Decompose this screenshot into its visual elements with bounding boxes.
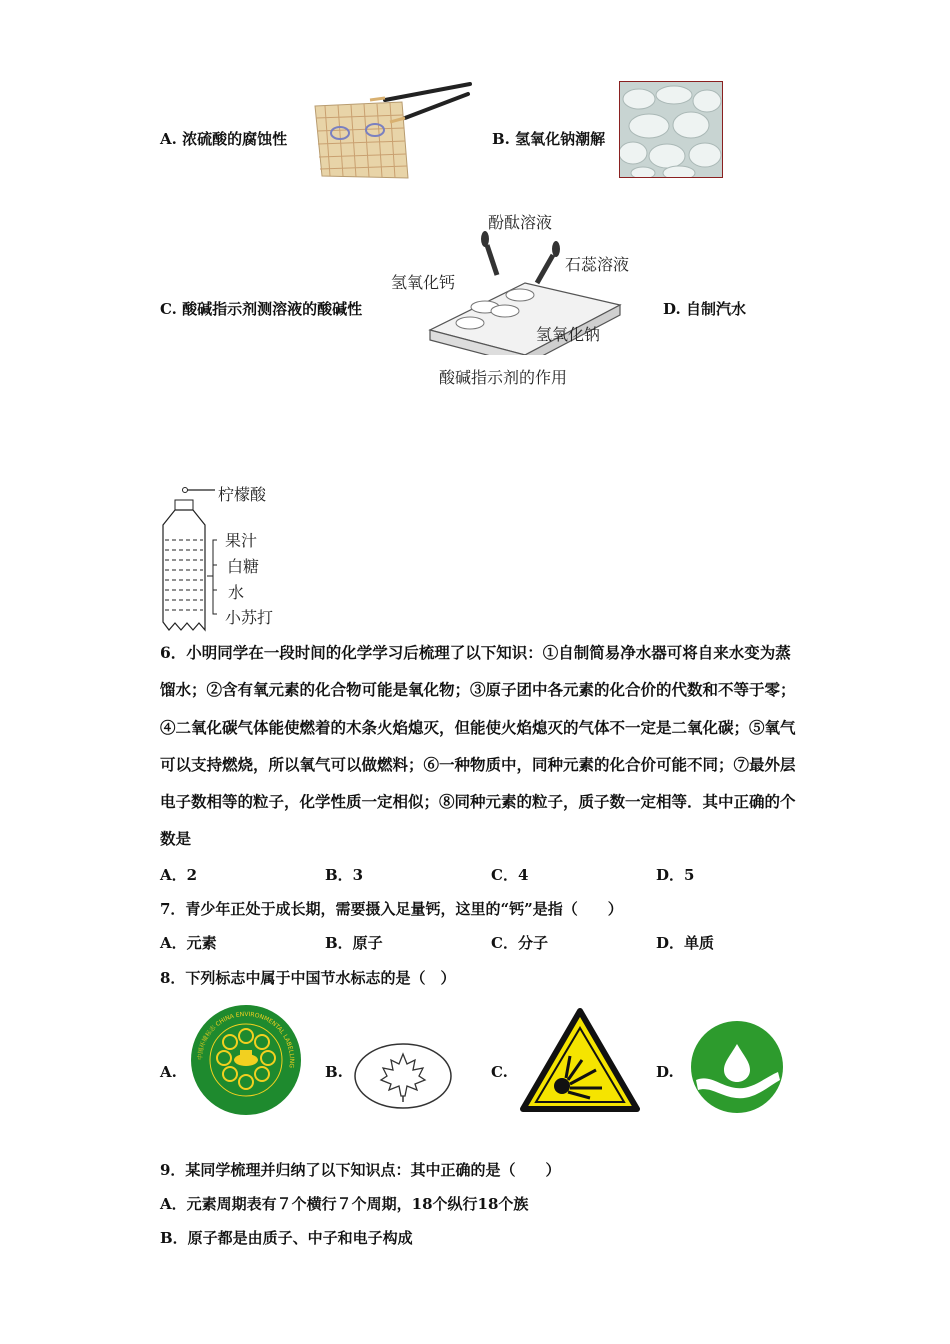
indicator-figure-caption: 酸碱指示剂的作用 [439, 368, 568, 387]
q7-option-b: B．原子 [325, 934, 383, 952]
q8-option-a-letter: A. [160, 1063, 177, 1081]
question-8-text: 8．下列标志中属于中国节水标志的是（ ） [160, 969, 456, 987]
option-c-text: 酸碱指示剂测溶液的酸碱性 [182, 300, 363, 318]
label-citric-acid: 柠檬酸 [218, 485, 267, 504]
q7-option-c: C．分子 [491, 934, 548, 952]
label-water: 水 [228, 583, 245, 602]
indicator-plate-figure [425, 215, 640, 355]
label-calcium-hydroxide: 氢氧化钙 [391, 273, 456, 292]
maple-leaf-logo [353, 1042, 453, 1110]
water-saving-logo [690, 1020, 784, 1114]
question-7-text: 7．青少年正处于成长期，需要摄入足量钙，这里的“钙”是指（ ） [160, 900, 623, 918]
q6-option-a: A．2 [160, 866, 198, 884]
explosive-warning-sign [520, 1008, 640, 1112]
option-b-text: 氢氧化钠潮解 [515, 130, 606, 148]
label-phenolphthalein: 酚酞溶液 [488, 213, 553, 232]
q8-option-c-letter: C. [491, 1063, 508, 1081]
q6-option-d: D．5 [656, 866, 695, 884]
label-baking-soda: 小苏打 [225, 608, 274, 627]
q6-option-c: C．4 [491, 866, 529, 884]
soda-bottle-figure [155, 480, 225, 635]
option-b-q5: B. 氢氧化钠潮解 [492, 130, 606, 148]
sulfuric-acid-paper-image [310, 78, 475, 183]
label-sugar: 白糖 [227, 557, 260, 576]
question-9-text: 9．某同学梳理并归纳了以下知识点：其中正确的是（ ） [160, 1161, 561, 1179]
option-a-q5: A. 浓硫酸的腐蚀性 [160, 130, 288, 148]
option-d-text: 自制汽水 [685, 300, 746, 318]
q8-option-b-letter: B. [325, 1063, 343, 1081]
label-juice: 果汁 [225, 531, 258, 550]
option-c-q5: C. 酸碱指示剂测溶液的酸碱性 [160, 300, 363, 318]
q8-option-d-letter: D. [656, 1063, 674, 1081]
question-6-text: 6．小明同学在一段时间的化学学习后梳理了以下知识：①自制简易净水器可将自来水变为蒸馏水；②含有氧元素的化合物可能是氧化物；③原子团中各元素的化合价的代数和不等于零；④二氧化碳气体能使燃着的木条火焰熄灭，但能使火焰熄灭的气体不一定是二氧化碳；⑤氧气可以支持燃烧，所以氧气可以做燃料；⑥一种物质中，同种元素的化合价可能不同；⑦最外层电子数相等的粒子，化学性质一定相似；⑧同种元素的粒子，质子数一定相等．其中正确的个数是 [160, 643, 796, 849]
q7-option-a: A．元素 [160, 934, 217, 952]
q9-option-b: B．原子都是由质子、中子和电子构成 [160, 1229, 413, 1247]
sodium-hydroxide-image [619, 81, 723, 178]
label-sodium-hydroxide: 氢氧化钠 [536, 325, 601, 344]
eco-logo-ring-text: 中国环境标志 CHINA ENVIRONMENTAL LABELLING [196, 1010, 296, 1069]
q6-option-b: B．3 [325, 866, 364, 884]
option-a-text: 浓硫酸的腐蚀性 [182, 130, 288, 148]
china-environmental-label-logo [190, 1004, 302, 1116]
q9-option-a: A．元素周期表有７个横行７个周期，18个纵行18个族 [160, 1195, 529, 1213]
q7-option-d: D．单质 [656, 934, 715, 952]
option-d-q5: D. 自制汽水 [663, 300, 746, 318]
label-litmus: 石蕊溶液 [565, 255, 630, 274]
